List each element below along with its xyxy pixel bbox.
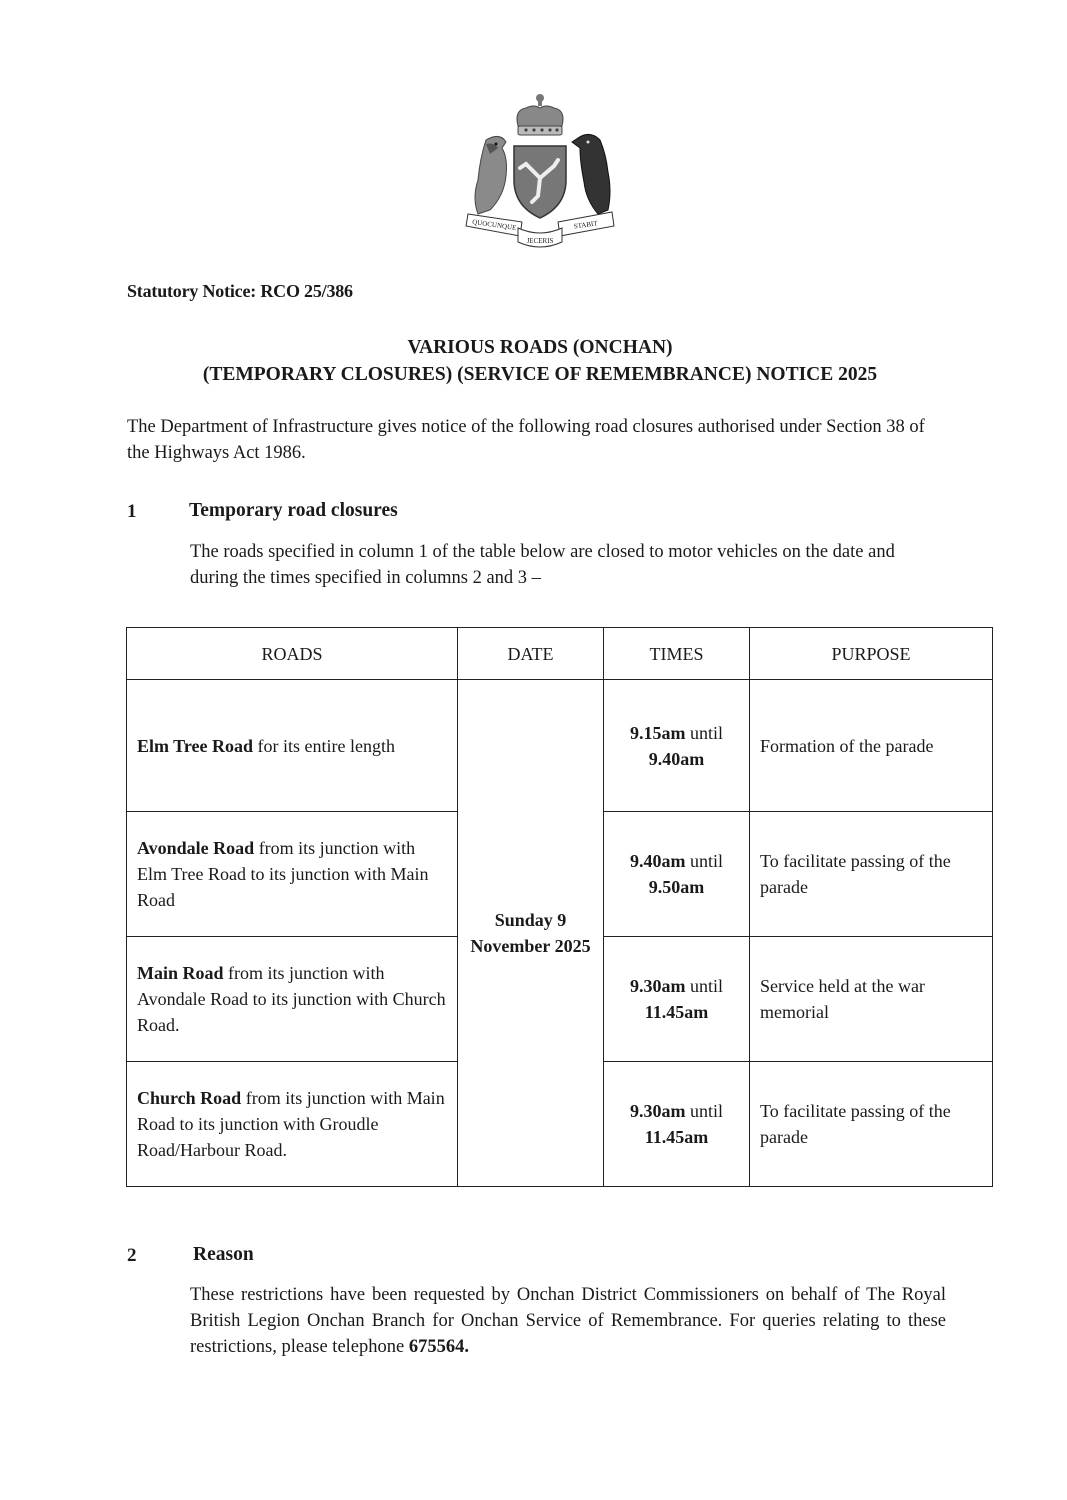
section-2-number: 2 — [127, 1245, 137, 1266]
time-until: until — [685, 851, 723, 871]
road-detail: from its junction with Avondale Road to its junction with Church Road. — [137, 963, 446, 1035]
svg-text:STABIT: STABIT — [573, 219, 599, 231]
times-cell — [604, 937, 750, 1062]
road-cell — [127, 1062, 458, 1187]
statutory-notice-reference: Statutory Notice: RCO 25/386 — [127, 281, 353, 301]
purpose-cell: To facilitate passing of the parade — [750, 812, 993, 937]
time-start: 9.30am — [629, 1101, 686, 1121]
time-end: 11.45am — [644, 1127, 709, 1147]
time-start: 9.40am — [629, 851, 686, 871]
notice-title — [100, 334, 980, 388]
section-1-number: 1 — [127, 501, 137, 522]
purpose-cell: Formation of the parade — [750, 680, 993, 812]
date-cell: Sunday 9 November 2025 — [458, 680, 604, 1187]
road-detail: from its junction with Main Road to its junction with Groudle Road/Harbour Road. — [137, 1088, 445, 1160]
time-end: 9.50am — [648, 877, 705, 897]
intro-paragraph: The Department of Infrastructure gives notice of the following road closures authorised under Section 38 of the Highways Act 1986. — [127, 417, 925, 463]
table-row — [127, 680, 993, 812]
road-detail: for its entire length — [253, 735, 395, 756]
purpose-cell: To facilitate passing of the parade — [750, 1062, 993, 1187]
svg-text:JECERIS: JECERIS — [526, 237, 554, 245]
reason-text: These restrictions have been requested by Onchan District Commissioners on behalf of The Royal British Legion Onchan Branch for Onchan Service of Remembrance. For queries relating to these restrictions, please telephone — [190, 1285, 946, 1357]
time-until: until — [685, 722, 723, 743]
times-cell — [604, 680, 750, 812]
road-detail: from its junction with Elm Tree Road to its junction with Main Road — [137, 838, 429, 910]
road-cell — [127, 937, 458, 1062]
time-start: 9.30am — [629, 976, 686, 996]
telephone-number: 675564. — [408, 1337, 469, 1357]
coat-of-arms-icon — [450, 88, 630, 253]
road-cell — [127, 812, 458, 937]
road-name: Elm Tree Road — [137, 735, 253, 756]
purpose-cell: Service held at the war memorial — [750, 937, 993, 1062]
road-name: Avondale Road — [137, 838, 255, 858]
table-header-row — [127, 628, 993, 680]
svg-text:QUOCUNQUE: QUOCUNQUE — [471, 217, 517, 233]
time-end: 11.45am — [644, 1002, 709, 1022]
road-closures-table — [126, 627, 993, 1187]
road-name: Church Road — [137, 1088, 242, 1108]
time-start: 9.15am — [629, 722, 686, 743]
section-2-heading: Reason — [193, 1244, 254, 1265]
time-until: until — [685, 976, 723, 996]
time-until: until — [685, 1101, 723, 1121]
title-line-1: VARIOUS ROADS (ONCHAN) — [407, 337, 673, 358]
header-times: TIMES — [604, 628, 750, 680]
header-purpose: PURPOSE — [750, 628, 993, 680]
road-cell — [127, 680, 458, 812]
times-cell — [604, 1062, 750, 1187]
time-end: 9.40am — [648, 748, 705, 769]
section-1-heading: Temporary road closures — [189, 500, 398, 521]
road-name: Main Road — [137, 963, 224, 983]
section-2-text — [190, 1282, 946, 1360]
title-line-2: (TEMPORARY CLOSURES) (SERVICE OF REMEMBRANCE) NOTICE 2025 — [202, 364, 878, 385]
shield-icon — [514, 146, 566, 218]
times-cell — [604, 812, 750, 937]
section-1-text: The roads specified in column 1 of the table below are closed to motor vehicles on the date and during the times specified in columns 2 and 3 – — [190, 542, 895, 588]
crown-icon — [517, 94, 563, 135]
header-date: DATE — [458, 628, 604, 680]
raven-icon — [572, 134, 610, 214]
header-roads: ROADS — [127, 628, 458, 680]
falcon-icon — [475, 136, 507, 214]
